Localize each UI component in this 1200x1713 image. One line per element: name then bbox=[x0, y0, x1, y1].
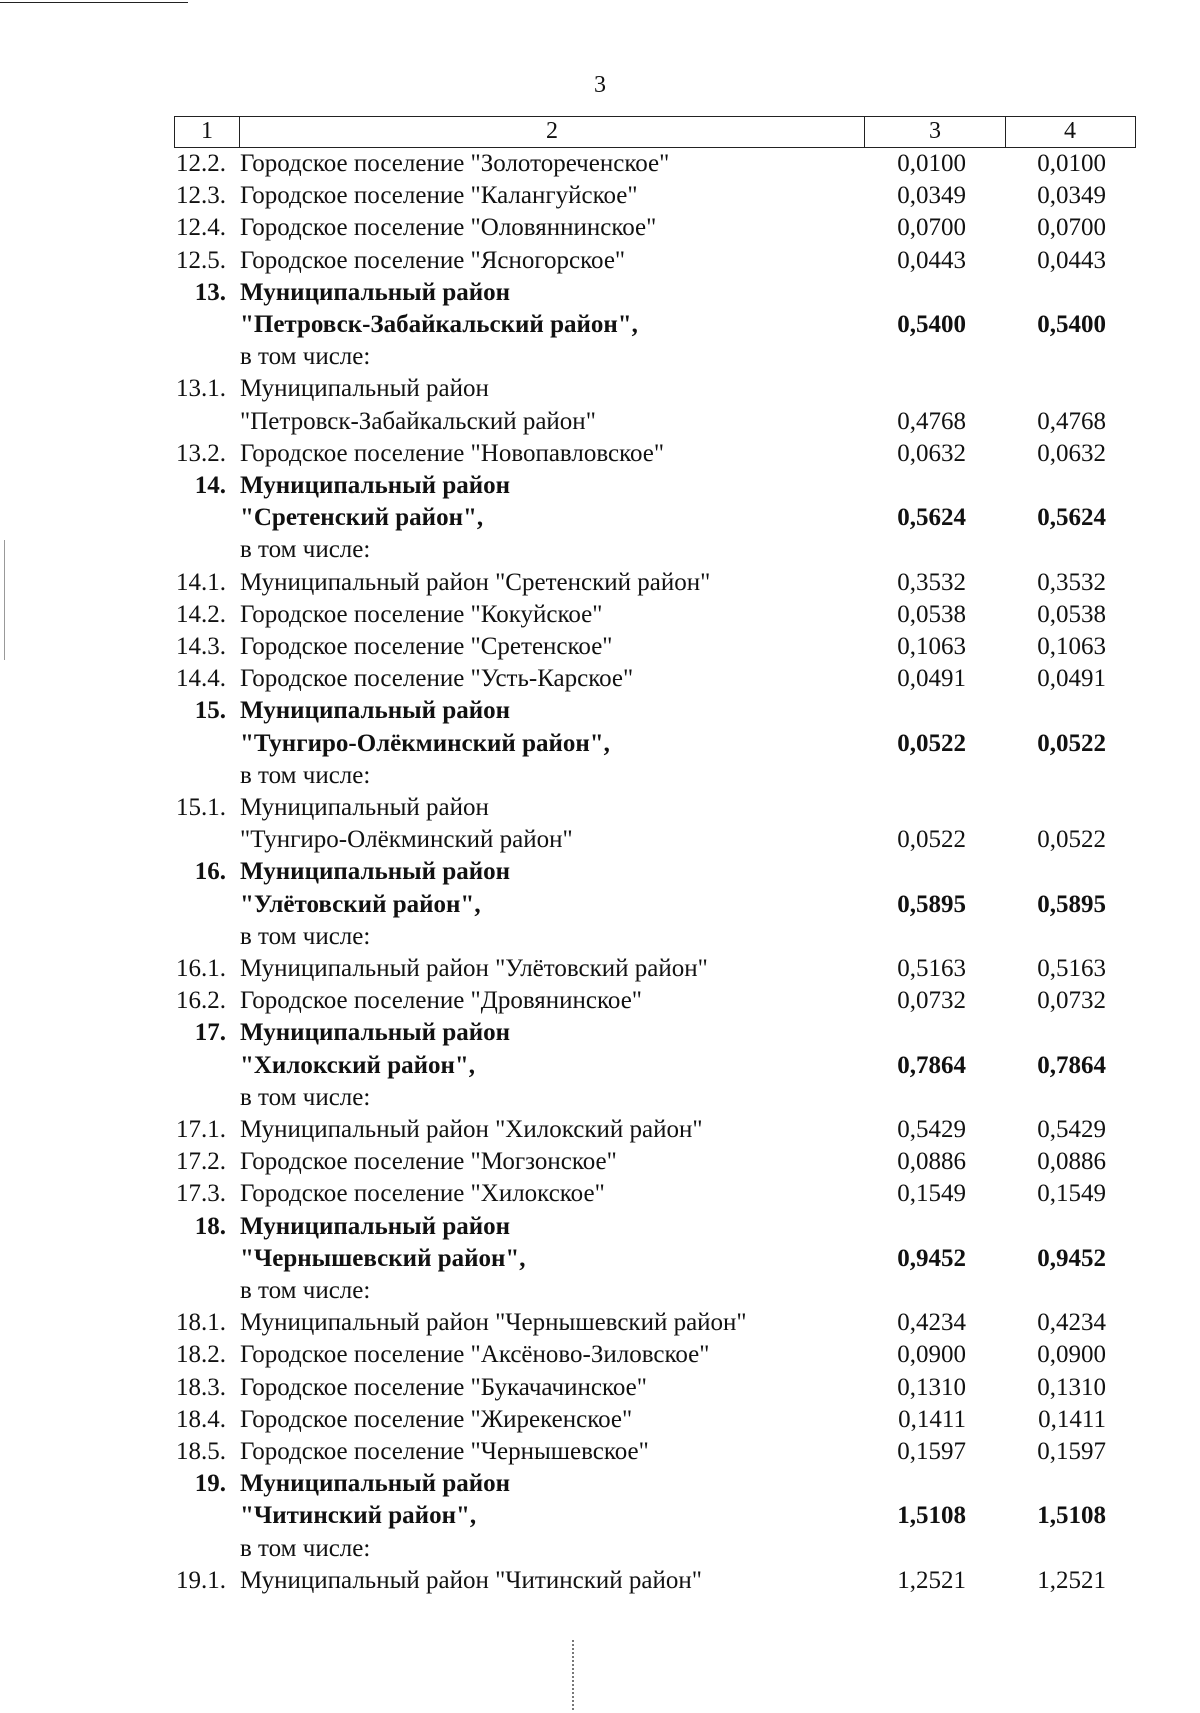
row-value-col3: 0,0900 bbox=[897, 1341, 966, 1368]
table-row bbox=[0, 1082, 1200, 1114]
table-row bbox=[0, 1017, 1200, 1049]
table-row bbox=[0, 373, 1200, 405]
table-row bbox=[0, 1533, 1200, 1565]
row-number: 17.1. bbox=[176, 1116, 226, 1143]
table-row bbox=[0, 470, 1200, 502]
row-value-col4: 0,0522 bbox=[1037, 730, 1106, 757]
row-value-col4: 0,0886 bbox=[1037, 1148, 1106, 1175]
table-row bbox=[0, 438, 1200, 470]
row-name: в том числе: bbox=[240, 1277, 371, 1304]
row-number: 19.1. bbox=[176, 1567, 226, 1594]
row-value-col4: 0,5400 bbox=[1037, 311, 1106, 338]
row-name: Муниципальный район bbox=[240, 697, 511, 724]
row-value-col4: 0,1063 bbox=[1037, 633, 1106, 660]
table-row bbox=[0, 985, 1200, 1017]
column-header-row bbox=[174, 116, 1136, 148]
table-row bbox=[0, 277, 1200, 309]
row-number: 14. bbox=[194, 472, 226, 499]
row-name: Городское поселение "Золотореченское" bbox=[240, 150, 670, 177]
row-value-col3: 0,0732 bbox=[897, 987, 966, 1014]
table-row bbox=[0, 245, 1200, 277]
row-value-col4: 0,5429 bbox=[1037, 1116, 1106, 1143]
row-name: Муниципальный район bbox=[240, 1019, 511, 1046]
row-name: Муниципальный район bbox=[240, 794, 489, 821]
row-number: 17. bbox=[194, 1019, 226, 1046]
row-value-col3: 0,0700 bbox=[897, 214, 966, 241]
table-row bbox=[0, 631, 1200, 663]
scan-corner-rule bbox=[0, 2, 188, 3]
row-name: в том числе: bbox=[240, 343, 371, 370]
table-row bbox=[0, 792, 1200, 824]
row-name: Муниципальный район bbox=[240, 1213, 511, 1240]
row-number: 18.5. bbox=[176, 1438, 226, 1465]
row-name: Муниципальный район bbox=[240, 858, 511, 885]
table-row bbox=[0, 1436, 1200, 1468]
row-name: "Тунгиро-Олёкминский район", bbox=[240, 730, 610, 757]
row-name: Городское поселение "Жирекенское" bbox=[240, 1406, 633, 1433]
row-name: Городское поселение "Ясногорское" bbox=[240, 247, 626, 274]
row-name: "Сретенский район", bbox=[240, 504, 484, 531]
table-row bbox=[0, 1339, 1200, 1371]
row-value-col3: 0,0100 bbox=[897, 150, 966, 177]
row-name: Городское поселение "Могзонское" bbox=[240, 1148, 617, 1175]
row-value-col4: 0,4768 bbox=[1037, 408, 1106, 435]
row-number: 12.4. bbox=[176, 214, 226, 241]
scan-fold-mark bbox=[572, 1640, 574, 1710]
row-value-col4: 0,1549 bbox=[1037, 1180, 1106, 1207]
row-name: "Петровск-Забайкальский район" bbox=[240, 408, 596, 435]
row-value-col3: 0,5624 bbox=[897, 504, 966, 531]
row-number: 12.3. bbox=[176, 182, 226, 209]
row-number: 18.3. bbox=[176, 1374, 226, 1401]
row-name: "Хилокский район", bbox=[240, 1052, 476, 1079]
row-value-col4: 1,5108 bbox=[1037, 1502, 1106, 1529]
row-number: 15.1. bbox=[176, 794, 226, 821]
row-value-col3: 1,2521 bbox=[897, 1567, 966, 1594]
row-name: "Тунгиро-Олёкминский район" bbox=[240, 826, 573, 853]
row-value-col4: 0,0538 bbox=[1037, 601, 1106, 628]
row-number: 14.4. bbox=[176, 665, 226, 692]
row-value-col4: 0,0349 bbox=[1037, 182, 1106, 209]
table-row bbox=[0, 695, 1200, 727]
row-value-col4: 0,5163 bbox=[1037, 955, 1106, 982]
row-number: 12.2. bbox=[176, 150, 226, 177]
column-header-1: 1 bbox=[201, 118, 213, 144]
row-value-col3: 0,1549 bbox=[897, 1180, 966, 1207]
row-value-col4: 0,1597 bbox=[1037, 1438, 1106, 1465]
row-value-col3: 0,4234 bbox=[897, 1309, 966, 1336]
row-value-col4: 0,3532 bbox=[1037, 569, 1106, 596]
row-number: 13.1. bbox=[176, 375, 226, 402]
table-row bbox=[0, 1372, 1200, 1404]
row-value-col4: 0,0632 bbox=[1037, 440, 1106, 467]
row-value-col4: 0,5895 bbox=[1037, 891, 1106, 918]
row-name: Муниципальный район "Чернышевский район" bbox=[240, 1309, 747, 1336]
row-value-col3: 0,1597 bbox=[897, 1438, 966, 1465]
row-value-col3: 0,5400 bbox=[897, 311, 966, 338]
table-row bbox=[0, 856, 1200, 888]
row-name: "Петровск-Забайкальский район", bbox=[240, 311, 638, 338]
row-value-col3: 0,4768 bbox=[897, 408, 966, 435]
row-value-col3: 0,1310 bbox=[897, 1374, 966, 1401]
table-row bbox=[0, 1114, 1200, 1146]
row-name: Муниципальный район bbox=[240, 375, 489, 402]
row-name: Городское поселение "Аксёново-Зиловское" bbox=[240, 1341, 710, 1368]
row-name: Муниципальный район bbox=[240, 472, 511, 499]
row-name: в том числе: bbox=[240, 1535, 371, 1562]
row-value-col4: 0,7864 bbox=[1037, 1052, 1106, 1079]
row-name: в том числе: bbox=[240, 923, 371, 950]
table-row bbox=[0, 599, 1200, 631]
table-row bbox=[0, 1468, 1200, 1500]
row-value-col4: 0,9452 bbox=[1037, 1245, 1106, 1272]
row-name: "Улётовский район", bbox=[240, 891, 481, 918]
row-value-col3: 0,0349 bbox=[897, 182, 966, 209]
table-row bbox=[0, 1146, 1200, 1178]
table-row bbox=[0, 728, 1200, 760]
row-value-col4: 0,1411 bbox=[1038, 1406, 1106, 1433]
row-value-col3: 0,0886 bbox=[897, 1148, 966, 1175]
row-name: в том числе: bbox=[240, 536, 371, 563]
row-value-col3: 0,3532 bbox=[897, 569, 966, 596]
table-row bbox=[0, 212, 1200, 244]
row-value-col3: 0,0522 bbox=[897, 826, 966, 853]
row-name: Муниципальный район "Хилокский район" bbox=[240, 1116, 703, 1143]
row-name: Муниципальный район "Сретенский район" bbox=[240, 569, 711, 596]
table-row bbox=[0, 1500, 1200, 1532]
row-value-col4: 0,0522 bbox=[1037, 826, 1106, 853]
row-name: Городское поселение "Хилокское" bbox=[240, 1180, 605, 1207]
row-number: 18.2. bbox=[176, 1341, 226, 1368]
row-number: 14.1. bbox=[176, 569, 226, 596]
page-number: 3 bbox=[594, 72, 606, 98]
row-number: 19. bbox=[194, 1470, 226, 1497]
table-row bbox=[0, 341, 1200, 373]
table-row bbox=[0, 534, 1200, 566]
table-row bbox=[0, 760, 1200, 792]
table-row bbox=[0, 663, 1200, 695]
row-value-col3: 0,5163 bbox=[897, 955, 966, 982]
row-value-col3: 0,7864 bbox=[897, 1052, 966, 1079]
row-value-col4: 0,0732 bbox=[1037, 987, 1106, 1014]
row-number: 17.2. bbox=[176, 1148, 226, 1175]
row-value-col3: 0,9452 bbox=[897, 1245, 966, 1272]
row-value-col4: 0,1310 bbox=[1037, 1374, 1106, 1401]
table-row bbox=[0, 921, 1200, 953]
row-value-col4: 0,0100 bbox=[1037, 150, 1106, 177]
table-row bbox=[0, 1565, 1200, 1597]
row-name: Городское поселение "Новопавловское" bbox=[240, 440, 665, 467]
table-row bbox=[0, 406, 1200, 438]
column-header-3: 3 bbox=[864, 117, 1005, 147]
row-number: 18. bbox=[194, 1213, 226, 1240]
row-value-col4: 0,4234 bbox=[1037, 1309, 1106, 1336]
row-name: Муниципальный район bbox=[240, 279, 511, 306]
row-name: Муниципальный район "Улётовский район" bbox=[240, 955, 708, 982]
table-row bbox=[0, 824, 1200, 856]
row-value-col3: 1,5108 bbox=[897, 1502, 966, 1529]
table-row bbox=[0, 1211, 1200, 1243]
row-number: 15. bbox=[194, 697, 226, 724]
row-name: Городское поселение "Оловяннинское" bbox=[240, 214, 657, 241]
row-value-col3: 0,1063 bbox=[897, 633, 966, 660]
row-value-col3: 0,0632 bbox=[897, 440, 966, 467]
row-value-col3: 0,5429 bbox=[897, 1116, 966, 1143]
row-name: Городское поселение "Усть-Карское" bbox=[240, 665, 634, 692]
table-row bbox=[0, 148, 1200, 180]
row-value-col3: 0,0538 bbox=[897, 601, 966, 628]
row-number: 16.1. bbox=[176, 955, 226, 982]
table-row bbox=[0, 309, 1200, 341]
row-name: Муниципальный район "Читинский район" bbox=[240, 1567, 702, 1594]
row-number: 14.3. bbox=[176, 633, 226, 660]
row-value-col4: 0,0443 bbox=[1037, 247, 1106, 274]
row-name: в том числе: bbox=[240, 762, 371, 789]
row-value-col3: 0,0522 bbox=[897, 730, 966, 757]
table-row bbox=[0, 1050, 1200, 1082]
row-name: Городское поселение "Кокуйское" bbox=[240, 601, 603, 628]
table-row bbox=[0, 953, 1200, 985]
table-row bbox=[0, 1275, 1200, 1307]
row-value-col3: 0,1411 bbox=[898, 1406, 966, 1433]
row-name: "Чернышевский район", bbox=[240, 1245, 526, 1272]
row-value-col4: 0,0900 bbox=[1037, 1341, 1106, 1368]
table-row bbox=[0, 180, 1200, 212]
row-name: Городское поселение "Дровянинское" bbox=[240, 987, 643, 1014]
table-row bbox=[0, 1178, 1200, 1210]
column-header-4: 4 bbox=[1005, 117, 1134, 147]
row-number: 16.2. bbox=[176, 987, 226, 1014]
row-value-col3: 0,0443 bbox=[897, 247, 966, 274]
row-number: 17.3. bbox=[176, 1180, 226, 1207]
row-number: 14.2. bbox=[176, 601, 226, 628]
table-row bbox=[0, 1243, 1200, 1275]
row-number: 18.1. bbox=[176, 1309, 226, 1336]
row-value-col4: 0,0491 bbox=[1037, 665, 1106, 692]
row-name: в том числе: bbox=[240, 1084, 371, 1111]
row-name: Муниципальный район bbox=[240, 1470, 511, 1497]
row-name: "Читинский район", bbox=[240, 1502, 477, 1529]
row-number: 12.5. bbox=[176, 247, 226, 274]
row-name: Городское поселение "Чернышевское" bbox=[240, 1438, 649, 1465]
row-name: Городское поселение "Калангуйское" bbox=[240, 182, 638, 209]
row-number: 13. bbox=[194, 279, 226, 306]
row-value-col4: 0,5624 bbox=[1037, 504, 1106, 531]
row-name: Городское поселение "Сретенское" bbox=[240, 633, 613, 660]
row-value-col3: 0,0491 bbox=[897, 665, 966, 692]
table-row bbox=[0, 1404, 1200, 1436]
row-value-col4: 0,0700 bbox=[1037, 214, 1106, 241]
table-row bbox=[0, 889, 1200, 921]
row-number: 13.2. bbox=[176, 440, 226, 467]
row-value-col4: 1,2521 bbox=[1037, 1567, 1106, 1594]
column-header-2: 2 bbox=[239, 117, 864, 147]
row-name: Городское поселение "Букачачинское" bbox=[240, 1374, 647, 1401]
table-row bbox=[0, 1307, 1200, 1339]
row-number: 16. bbox=[194, 858, 226, 885]
row-value-col3: 0,5895 bbox=[897, 891, 966, 918]
row-number: 18.4. bbox=[176, 1406, 226, 1433]
table-row bbox=[0, 502, 1200, 534]
table-row bbox=[0, 567, 1200, 599]
